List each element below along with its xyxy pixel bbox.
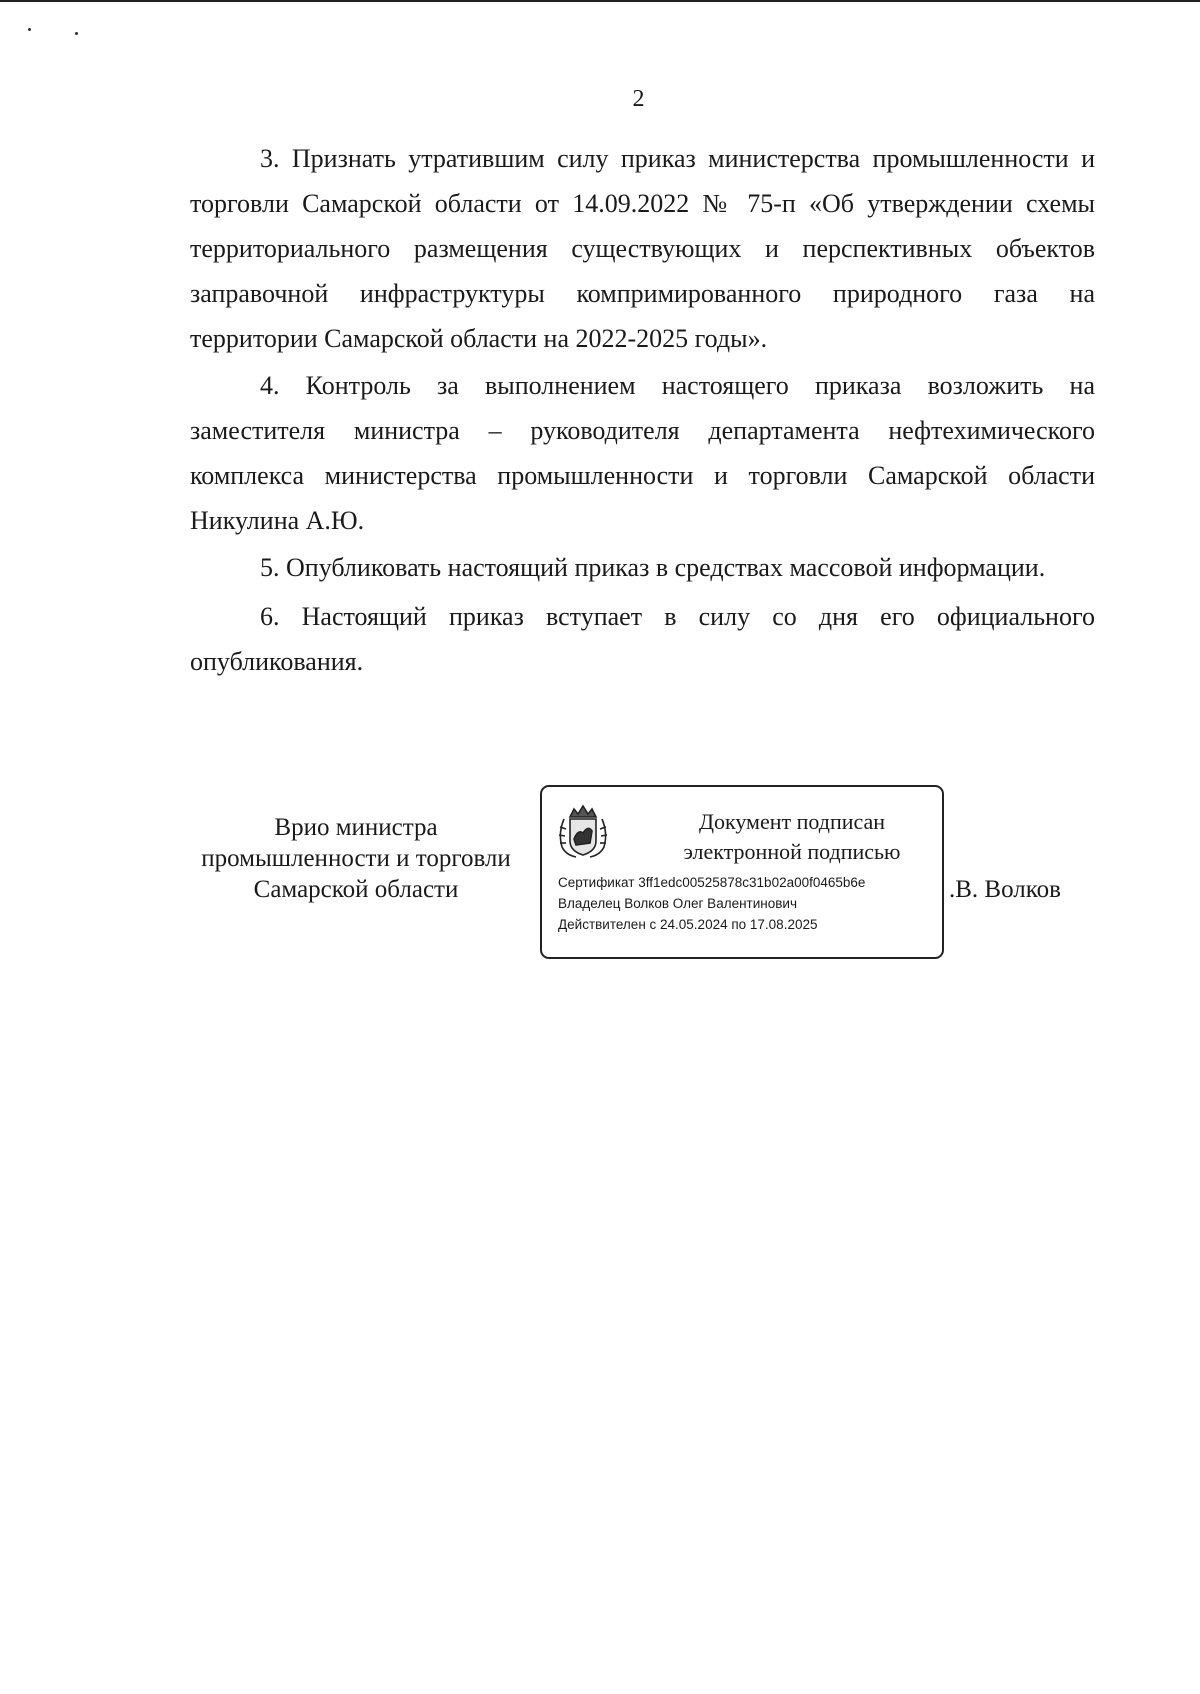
page-number: 2	[632, 86, 645, 112]
signatory-line: Самарской области	[253, 876, 459, 903]
certificate-owner: Владелец Волков Олег Валентинович	[558, 896, 797, 911]
coat-of-arms-icon	[556, 803, 610, 861]
scan-speck	[28, 28, 31, 31]
electronic-signature-stamp	[540, 785, 944, 959]
paragraph-6: 6. Настоящий приказ вступает в силу со дня его официального опубликования.	[190, 602, 1095, 676]
document-body	[190, 136, 1095, 686]
certificate-validity: Действителен с 24.05.2024 по 17.08.2025	[558, 917, 818, 932]
stamp-title-line: Документ подписан	[698, 809, 886, 834]
paragraph-5: 5. Опубликовать настоящий приказ в средствах массовой информации.	[260, 553, 1046, 582]
signatory-line: Врио министра	[274, 814, 438, 841]
signatory-position	[178, 812, 534, 905]
paragraph-3: 3. Признать утратившим силу приказ министерства промышленности и торговли Самарской области от 14.09.2022 № 75-п «Об утверждении схемы территориального размещения существующих и перспективных объектов заправочной инфраструктуры компримированного природного газа на территории Самарской области на 2022-2025 годы».	[190, 144, 1095, 353]
page-top-border	[0, 0, 1200, 2]
stamp-details	[558, 872, 865, 935]
scan-speck	[75, 32, 78, 35]
stamp-title-line: электронной подписью	[683, 839, 901, 864]
certificate-number: Сертификат 3ff1edc00525878c31b02a00f0465b6e	[558, 875, 866, 890]
signer-name: .В. Волков	[949, 876, 1061, 903]
signatory-line: промышленности и торговли	[201, 845, 511, 872]
stamp-title	[652, 807, 932, 867]
paragraph-4: 4. Контроль за выполнением настоящего приказа возложить на заместителя министра – руководителя департамента нефтехимического комплекса министерства промышленности и торговли Самарской области Никулина А.Ю.	[190, 371, 1095, 535]
